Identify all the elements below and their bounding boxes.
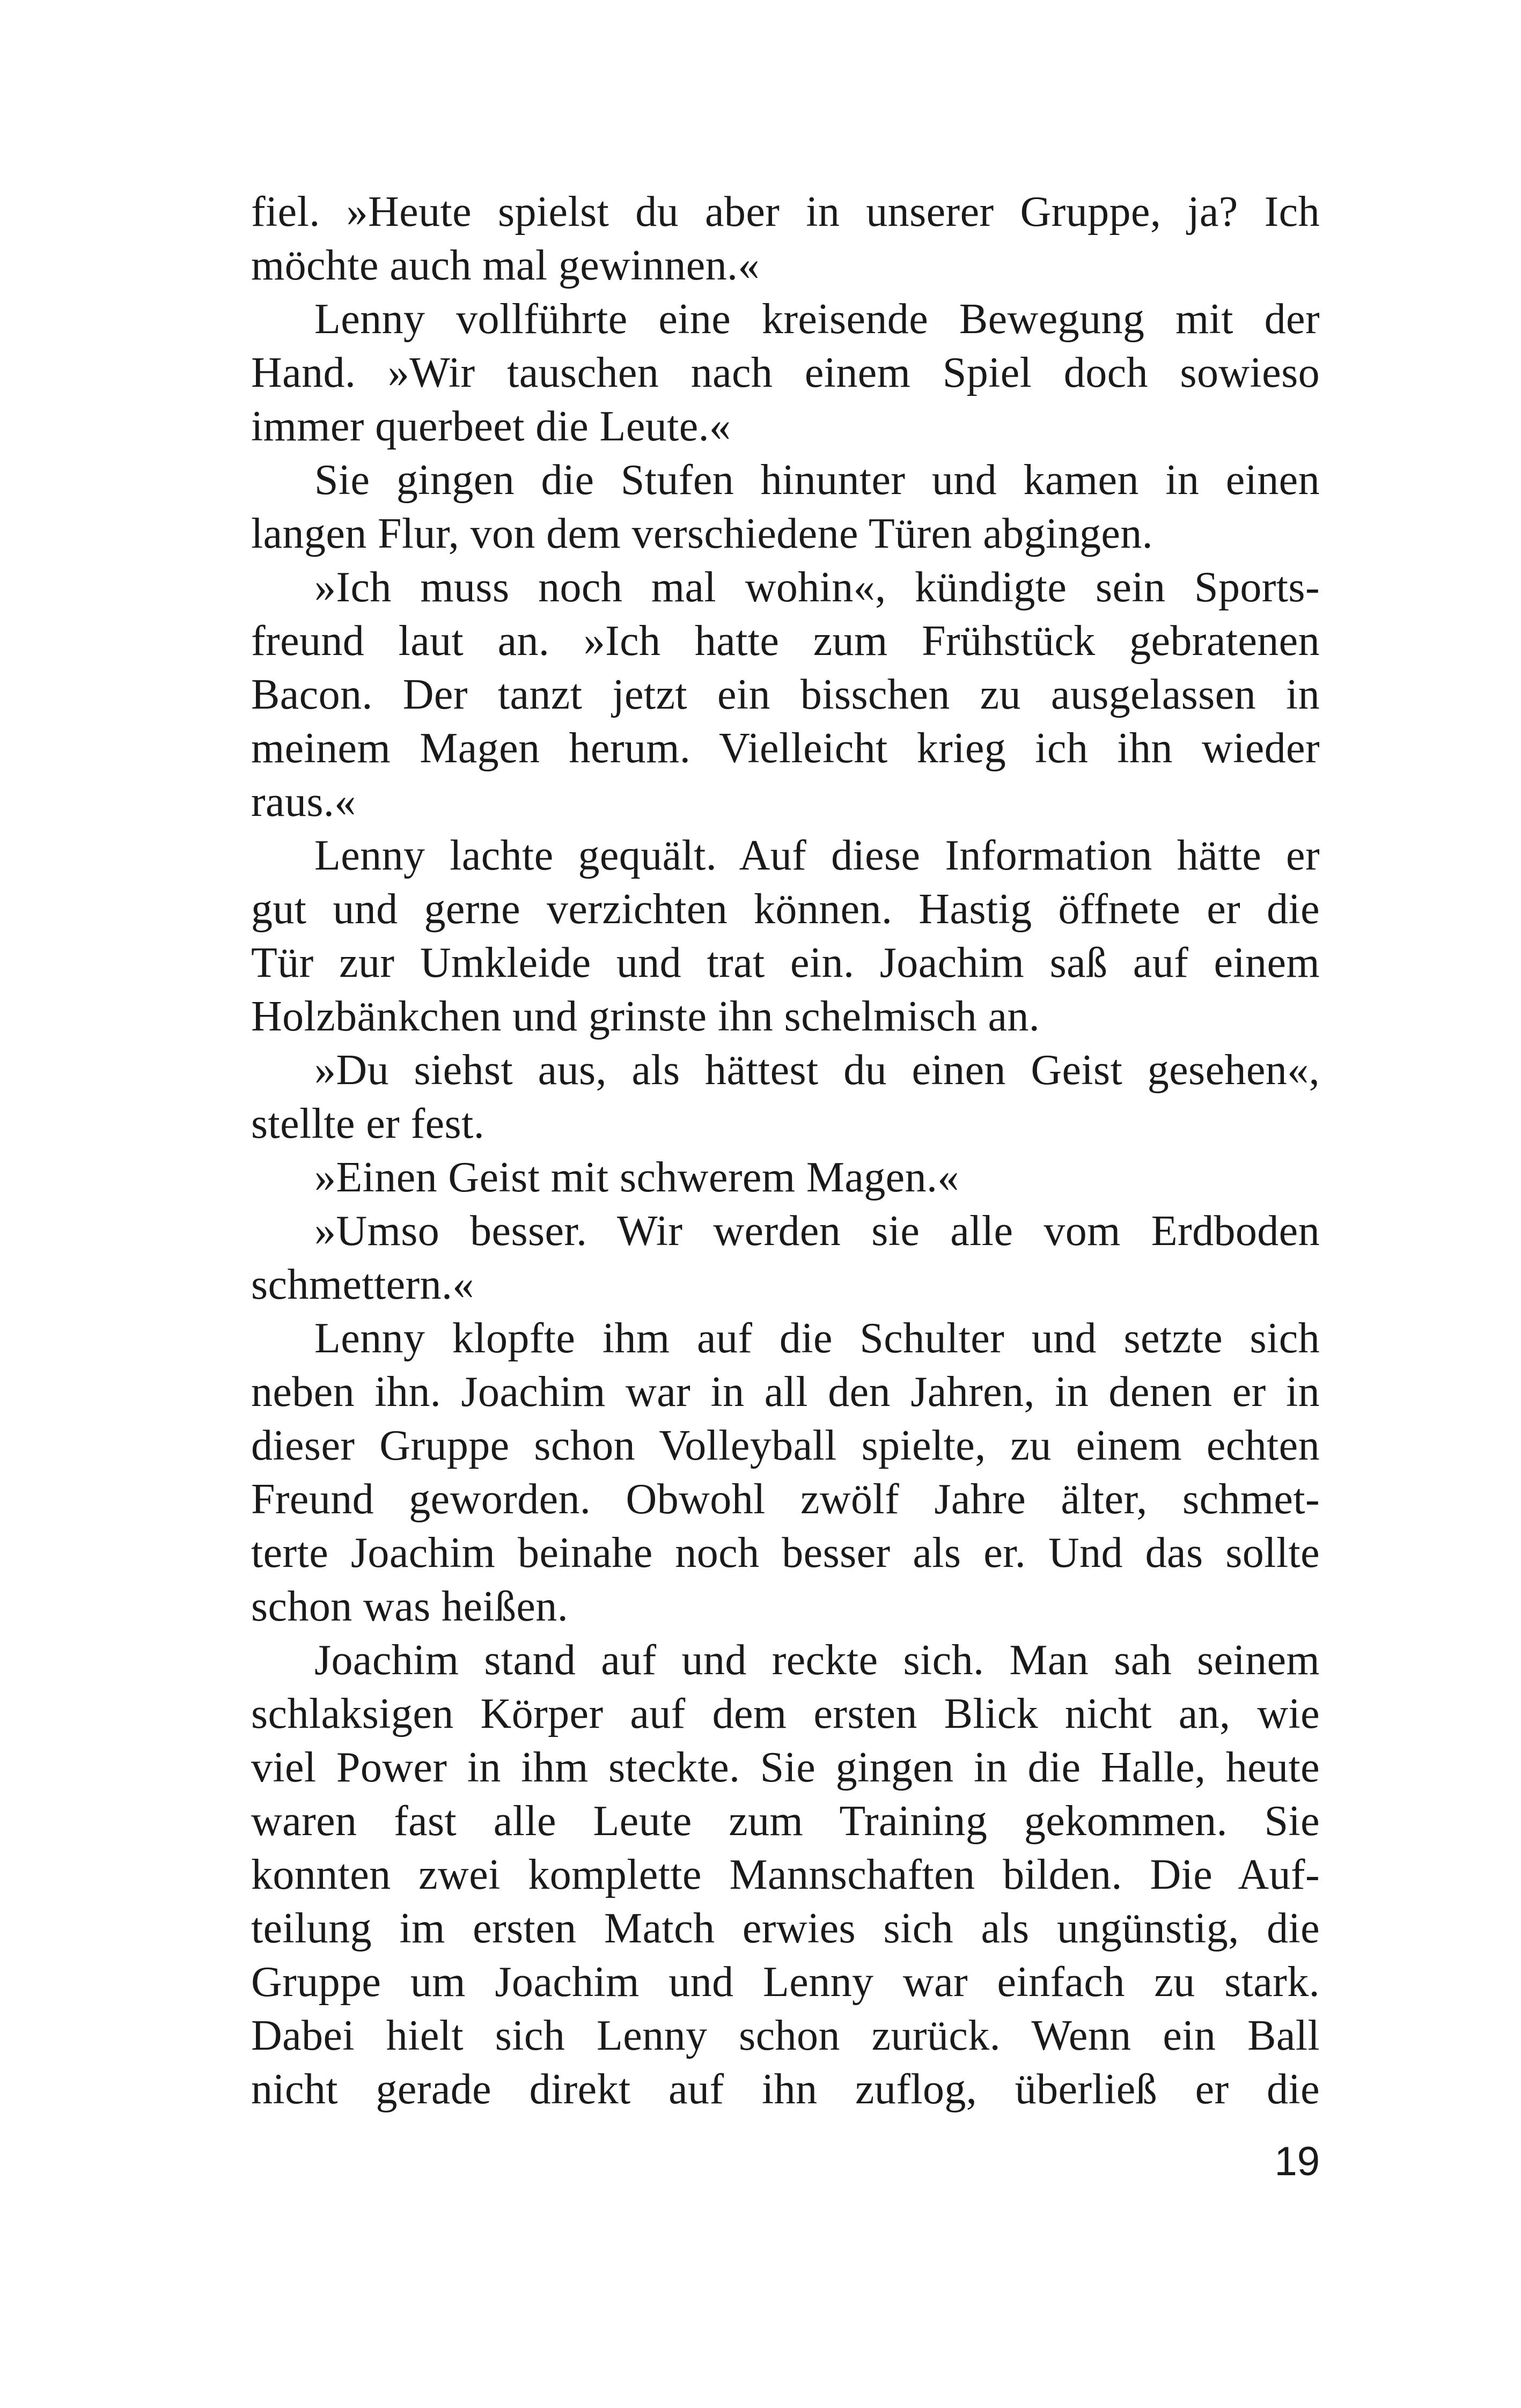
text-line: Lenny lachte gequält. Auf diese Information hätte er — [314, 832, 1320, 879]
text-line: schon was heißen. — [251, 1583, 569, 1630]
text-line: schlaksigen Körper auf dem ersten Blick nicht an, wie — [251, 1690, 1320, 1737]
text-line: raus.« — [251, 778, 356, 826]
text-line: gut und gerne verzichten können. Hastig öffnete er die — [251, 886, 1320, 933]
text-line: »Du siehst aus, als hättest du einen Geist gesehen«, — [314, 1047, 1320, 1094]
text-line: schmettern.« — [251, 1261, 474, 1308]
text-line: Holzbänkchen und grinste ihn schelmisch an. — [251, 993, 1040, 1040]
text-line: Lenny vollführte eine kreisende Bewegung mit der — [314, 296, 1320, 343]
text-line: nicht gerade direkt auf ihn zuflog, überließ er die — [251, 2066, 1320, 2113]
text-line: teilung im ersten Match erwies sich als ungünstig, die — [251, 1905, 1320, 1952]
text-line: meinem Magen herum. Vielleicht krieg ich ihn wieder — [251, 725, 1320, 772]
text-line: langen Flur, von dem verschiedene Türen abgingen. — [251, 510, 1153, 557]
text-line: terte Joachim beinahe noch besser als er. Und das sollte — [251, 1529, 1320, 1577]
text-line: Gruppe um Joachim und Lenny war einfach zu stark. — [251, 1958, 1320, 2006]
text-line: Joachim stand auf und reckte sich. Man sah seinem — [314, 1637, 1320, 1684]
text-line: Dabei hielt sich Lenny schon zurück. Wenn ein Ball — [251, 2012, 1320, 2059]
text-line: neben ihn. Joachim war in all den Jahren, in denen er in — [251, 1368, 1320, 1416]
text-line: fiel. »Heute spielst du aber in unserer Gruppe, ja? Ich — [251, 188, 1320, 235]
text-line: »Umso besser. Wir werden sie alle vom Erdboden — [314, 1207, 1320, 1255]
text-line: stellte er fest. — [251, 1100, 485, 1147]
text-line: dieser Gruppe schon Volleyball spielte, zu einem echten — [251, 1422, 1320, 1469]
text-line: möchte auch mal gewinnen.« — [251, 242, 760, 289]
text-line: freund laut an. »Ich hatte zum Frühstück gebratenen — [251, 617, 1320, 665]
text-line: Bacon. Der tanzt jetzt ein bisschen zu ausgelassen in — [251, 671, 1320, 718]
body-text — [251, 185, 1320, 2116]
text-line: immer querbeet die Leute.« — [251, 403, 731, 450]
text-line: Hand. »Wir tauschen nach einem Spiel doch sowieso — [251, 349, 1320, 396]
text-line: »Einen Geist mit schwerem Magen.« — [314, 1154, 959, 1201]
text-line: Freund geworden. Obwohl zwölf Jahre älter, schmet- — [251, 1476, 1320, 1523]
text-line: waren fast alle Leute zum Training gekommen. Sie — [251, 1798, 1320, 1845]
text-line: viel Power in ihm steckte. Sie gingen in die Halle, heute — [251, 1744, 1320, 1791]
text-line: Lenny klopfte ihm auf die Schulter und setzte sich — [314, 1315, 1320, 1362]
text-line: Tür zur Umkleide und trat ein. Joachim saß auf einem — [251, 939, 1320, 986]
text-line: konnten zwei komplette Mannschaften bilden. Die Auf- — [251, 1851, 1320, 1898]
page-number: 19 — [1274, 2139, 1320, 2184]
text-line: Sie gingen die Stufen hinunter und kamen in einen — [314, 456, 1320, 504]
text-line: »Ich muss noch mal wohin«, kündigte sein Sports- — [314, 564, 1320, 611]
